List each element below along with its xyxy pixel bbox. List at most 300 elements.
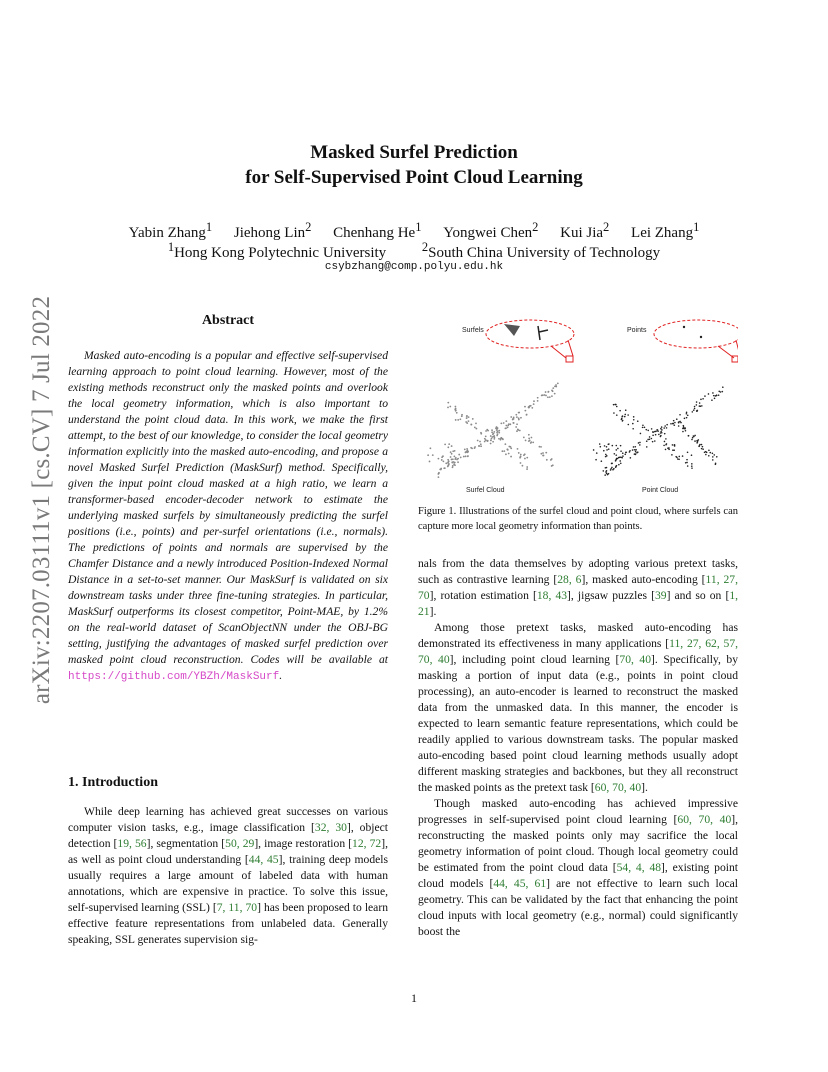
cloud-point [480,443,482,445]
cloud-point [625,409,627,411]
cloud-point [686,462,688,464]
cloud-point [440,468,442,470]
cloud-point [544,394,546,396]
cloud-point [600,446,602,448]
surfel-normal-icon [538,326,548,340]
affiliations [0,237,828,263]
cloud-point [640,433,642,435]
cloud-point [496,426,498,428]
cloud-point [649,436,651,438]
cloud-point [429,461,431,463]
cloud-point [596,452,598,454]
cloud-point [470,424,472,426]
cloud-point [605,456,607,458]
cloud-point [683,426,685,428]
cloud-point [500,422,502,424]
cloud-point [452,466,454,468]
cloud-point [551,458,553,460]
cloud-point [615,404,617,406]
cloud-point [505,425,507,427]
cloud-point [694,440,696,442]
label-surfel-cloud: Surfel Cloud [466,487,505,494]
cloud-point [652,431,654,433]
cloud-point [642,427,644,429]
author: Kui Jia$^2$ [560,220,610,241]
cloud-point [686,417,688,419]
cloud-point [479,441,481,443]
cloud-point [639,442,641,444]
cloud-point [691,463,693,465]
cloud-point [480,445,482,447]
cloud-point [528,440,530,442]
cloud-point [491,429,493,431]
cloud-point [698,446,700,448]
cloud-point [616,406,618,408]
cloud-point [615,454,617,456]
cloud-point [543,455,545,457]
cloud-point [712,459,714,461]
cloud-point [485,435,487,437]
label-surfels: Surfels [462,327,484,334]
affiliation: $^1$Hong Kong Polytechnic University [167,240,387,261]
cloud-point [608,448,610,450]
cloud-point [604,474,606,476]
cloud-point [711,399,713,401]
cloud-point [438,472,440,474]
cloud-point [540,446,542,448]
cloud-point [660,428,662,430]
cloud-point [620,445,622,447]
cloud-point [531,437,533,439]
cloud-point [673,420,675,422]
cloud-point [503,450,505,452]
cloud-point [554,393,556,395]
author: Chenhang He$^1$ [333,220,422,241]
cloud-point [507,426,509,428]
cloud-point [646,440,648,442]
cloud-point [517,448,519,450]
cloud-point [508,423,510,425]
cloud-point [451,461,453,463]
cloud-point [429,447,431,449]
cloud-point [608,443,610,445]
cloud-point [632,423,634,425]
cloud-point [633,419,635,421]
cloud-point [635,453,637,455]
cloud-point [452,465,454,467]
cloud-point [665,438,667,440]
cloud-point [672,444,674,446]
cloud-point [478,445,480,447]
cloud-point [657,429,659,431]
cloud-point [635,451,637,453]
cloud-point [684,428,686,430]
cloud-point [498,438,500,440]
cloud-point [673,423,675,425]
cloud-point [492,441,494,443]
cloud-point [652,434,654,436]
cloud-point [515,426,517,428]
cloud-point [551,465,553,467]
cloud-point [696,401,698,403]
cloud-point [611,463,613,465]
cloud-point [490,435,492,437]
cloud-point [454,462,456,464]
cloud-point [466,448,468,450]
cloud-point [513,418,515,420]
cloud-point [453,455,455,457]
cloud-point [616,465,618,467]
cloud-point [508,446,510,448]
cloud-point [624,416,626,418]
cloud-point [444,467,446,469]
cloud-point [595,459,597,461]
cloud-point [520,462,522,464]
cloud-point [520,417,522,419]
cloud-point [545,391,547,393]
cloud-point [603,450,605,452]
cloud-point [713,454,715,456]
cloud-point [516,423,518,425]
cloud-point [438,458,440,460]
cloud-point [613,412,615,414]
cloud-point [542,452,544,454]
cloud-point [466,417,468,419]
cloud-point [432,454,434,456]
cloud-point [525,440,527,442]
cloud-point [604,445,606,447]
cloud-point [668,449,670,451]
cloud-point [645,429,647,431]
cloud-point [610,468,612,470]
cloud-point [629,450,631,452]
cloud-point [718,391,720,393]
cloud-point [635,449,637,451]
cloud-point [677,458,679,460]
cloud-point [612,445,614,447]
cloud-point [461,415,463,417]
cloud-point [528,434,530,436]
cloud-point [542,394,544,396]
cloud-point [519,457,521,459]
cloud-point [606,470,608,472]
cloud-point [666,443,668,445]
cloud-point [608,473,610,475]
cloud-point [704,451,706,453]
cloud-point [678,458,680,460]
cloud-point [599,443,601,445]
cloud-point [551,390,553,392]
cloud-point [682,428,684,430]
cloud-point [524,458,526,460]
cloud-point [622,420,624,422]
cloud-point [622,415,624,417]
cloud-point [448,463,450,465]
cloud-point [471,447,473,449]
cloud-point [491,431,493,433]
cloud-point [552,387,554,389]
cloud-point [633,416,635,418]
cloud-point [493,431,495,433]
cloud-point [447,402,449,404]
cloud-point [447,407,449,409]
cloud-point [533,400,535,402]
cloud-point [674,422,676,424]
figure-1 [418,318,738,498]
cloud-point [526,466,528,468]
cloud-point [554,386,556,388]
cloud-point [704,395,706,397]
cloud-point [691,439,693,441]
cloud-point [708,455,710,457]
cloud-point [537,397,539,399]
cloud-point [539,446,541,448]
author: Lei Zhang$^1$ [631,220,700,241]
cloud-point [463,456,465,458]
cloud-point [523,436,525,438]
cloud-point [444,443,446,445]
cloud-point [601,460,603,462]
cloud-point [490,439,492,441]
cloud-point [459,418,461,420]
cloud-point [510,416,512,418]
cloud-point [691,454,693,456]
cloud-point [447,446,449,448]
cloud-point [441,456,443,458]
cloud-point [451,453,453,455]
cloud-point [686,411,688,413]
cloud-point [450,451,452,453]
cloud-point [549,396,551,398]
cloud-point [647,430,649,432]
cloud-point [708,449,710,451]
cloud-point [448,443,450,445]
right-column-text: nals from the data themselves by adopting various pretext tasks, such as contrastive learning [28, 6], masked auto-encoding [11, 27, 70], rotation estimation [18, 43], jigsaw puzzles [39] and so on [1, 21]. Among those pretext tasks, masked auto-encoding has demonstrated its effectiveness in many applications [11, 27, 62, 57, 70, 40], including point cloud learning [70, 40]. Specifically, by masking a portion of input data (e.g., points in point cloud processing), an auto-encoder is learned to reconstruct the masked data from the unmasked data. In this manner, the encoder is expected to learn semantic feature representations, which could be readily applied to various downstream tasks. The popular masked auto-encoding based point cloud learning methods usually adopt different masking strategies and backbones, but they all reconstruct the masked points as the pretext task [60, 70, 40]. Though masked auto-encoding has achieved impressive progresses in self-supervised point cloud learning [60, 70, 40], reconstructing the masked points only may sacrifice the local geometry information of point cloud. Though local geometry could be estimated from the point cloud data [54, 4, 48], existing point cloud models [44, 45, 61] are not effective to learn such local geometry. This can be validated by the fact that enhancing the point cloud inputs with local geometry (e.g., normal) could significantly boost the [418,557,739,938]
cloud-point [605,454,607,456]
cloud-point [508,453,510,455]
cloud-point [475,428,477,430]
cloud-point [455,408,457,410]
cloud-point [668,447,670,449]
cloud-point [624,453,626,455]
cloud-point [687,465,689,467]
cloud-point [451,445,453,447]
cloud-point [625,451,627,453]
cloud-point [651,428,653,430]
affiliation: $^2$South China University of Technology [421,240,661,261]
cloud-point [639,444,641,446]
cloud-point [709,452,711,454]
cloud-point [474,426,476,428]
cloud-point [713,395,715,397]
cloud-point [505,420,507,422]
cloud-point [452,458,454,460]
cloud-point [497,430,499,432]
cloud-point [655,430,657,432]
cloud-point [518,419,520,421]
cloud-point [468,420,470,422]
cloud-point [673,424,675,426]
cloud-point [637,420,639,422]
cloud-point [546,459,548,461]
cloud-point [449,406,451,408]
cloud-point [438,476,440,478]
cloud-point [682,431,684,433]
cloud-point [630,457,632,459]
cloud-point [503,422,505,424]
cloud-point [663,427,665,429]
cloud-point [515,414,517,416]
cloud-point [509,423,511,425]
cloud-point [557,382,559,384]
cloud-point [491,438,493,440]
cloud-point [621,418,623,420]
cloud-point [642,424,644,426]
cloud-point [493,433,495,435]
cloud-point [455,419,457,421]
cloud-point [455,406,457,408]
abstract-heading: Abstract [201,313,255,328]
cloud-point [687,452,689,454]
cloud-point [606,446,608,448]
cloud-point [665,449,667,451]
cloud-point [485,430,487,432]
cloud-point [540,453,542,455]
arxiv-stamp: arXiv:2207.03111v1 [cs.CV] 7 Jul 2022 [28,295,56,705]
cloud-point [496,435,498,437]
figure-caption: Figure 1. Illustrations of the surfel cloud and point cloud, where surfels can capture more local geometry information than points. [418,506,738,532]
cloud-point [551,395,553,397]
cloud-point [517,429,519,431]
cloud-point [524,406,526,408]
cloud-point [443,460,445,462]
introduction-paragraph: While deep learning has achieved great successes on various computer vision tasks, e.g., image classification [32, 30], object detection [19, 56], segmentation [50, 29], image restoration [12, 72], as well as point cloud understanding [44, 45], training deep models usually requires a large amount of labeled data with human annotations, which are expensive in practice. To solve this issue, self-supervised learning (SSL) [7, 11, 70] has been proposed to learn effective feature representations from unlabeled data. Generally speaking, SSL generates supervision sig- [68,805,388,946]
cloud-point [694,435,696,437]
cloud-point [686,413,688,415]
cloud-point [660,436,662,438]
cloud-point [593,449,595,451]
cloud-point [644,426,646,428]
cloud-point [649,438,651,440]
cloud-point [702,398,704,400]
cloud-point [455,409,457,411]
cloud-point [661,432,663,434]
cloud-point [678,421,680,423]
cloud-point [606,467,608,469]
cloud-point [694,406,696,408]
cloud-point [619,457,621,459]
cloud-point [619,410,621,412]
cloud-point [654,440,656,442]
cloud-point [474,446,476,448]
cloud-point [526,457,528,459]
cloud-point [699,402,701,404]
cloud-point [615,445,617,447]
cloud-point [502,438,504,440]
cloud-point [688,435,690,437]
cloud-point [620,450,622,452]
cloud-point [701,444,703,446]
cloud-point [620,462,622,464]
cloud-point [465,421,467,423]
cloud-point [621,457,623,459]
cloud-point [494,437,496,439]
cloud-point [664,433,666,435]
cloud-point [448,460,450,462]
cloud-point [622,455,624,457]
cloud-point [684,418,686,420]
cloud-point [505,453,507,455]
cloud-point [526,414,528,416]
cloud-point [696,404,698,406]
cloud-point [487,430,489,432]
cloud-point [692,411,694,413]
abstract-body: Masked auto-encoding is a popular and effective self-supervised learning approach to point cloud learning. However, most of the existing methods reconstruct only the masked points and overlook the local geometry information, which is also important to understand the point cloud data. In this work, we make the first attempt, to the best of our knowledge, to consider the local geometry information explicitly into the masked auto-encoding, and propose a novel Masked Surfel Prediction (MaskSurf) method. Specifically, given the input point cloud masked at a high ratio, we learn a transformer-based encoder-decoder network to estimate the underlying masked surfels by simultaneously predicting the surfel positions (i.e., points) and per-surfel orientations (i.e., normals). The predictions of points and normals are supervised by the Chamfer Distance and a newly introduced Position-Indexed Normal Distance in a set-to-set manner. Our MaskSurf is validated on six downstream tasks under three fine-tuning strategies. In particular, MaskSurf outperforms its closest competitor, Point-MAE, by 1.2% on the real-world dataset of ScanObjectNN under the OBJ-BG setting, justifying the advantages of masked surfel prediction over masked point cloud reconstruction. Codes will be available at https://github.com/YBZh/MaskSurf. [68,349,388,683]
cloud-point [702,448,704,450]
cloud-point [516,430,518,432]
code-link[interactable]: https://github.com/YBZh/MaskSurf [68,671,280,683]
cloud-point [450,456,452,458]
cloud-point [468,416,470,418]
cloud-point [513,422,515,424]
cloud-point [714,398,716,400]
cloud-point [655,434,657,436]
cloud-point [691,465,693,467]
cloud-point [691,467,693,469]
cloud-point [520,454,522,456]
label-points: Points [627,327,647,334]
paper-title [0,140,828,190]
cloud-point [614,453,616,455]
cloud-point [537,400,539,402]
cloud-point [526,468,528,470]
cloud-point [504,443,506,445]
cloud-point [674,444,676,446]
cloud-point [453,463,455,465]
cloud-point [670,423,672,425]
cloud-point [501,450,503,452]
cloud-point [702,446,704,448]
cloud-point [467,451,469,453]
cloud-point [472,418,474,420]
cloud-point [465,455,467,457]
cloud-point [613,468,615,470]
cloud-point [676,418,678,420]
contact-email[interactable]: csybzhang@comp.polyu.edu.hk [324,261,504,273]
cloud-point [683,425,685,427]
cloud-point [460,457,462,459]
cloud-point [616,414,618,416]
cloud-point [531,407,533,409]
cloud-point [457,461,459,463]
cloud-point [555,384,557,386]
cloud-point [708,393,710,395]
cloud-point [617,458,619,460]
cloud-point [666,427,668,429]
cloud-point [672,449,674,451]
cloud-point [666,424,668,426]
section-heading-introduction: 1. Introduction [68,775,158,790]
cloud-point [457,419,459,421]
cloud-point [721,391,723,393]
cloud-point [617,448,619,450]
cloud-point [466,415,468,417]
cloud-point [518,452,520,454]
cloud-point [712,456,714,458]
cloud-point [477,440,479,442]
cloud-point [671,454,673,456]
cloud-point [619,460,621,462]
